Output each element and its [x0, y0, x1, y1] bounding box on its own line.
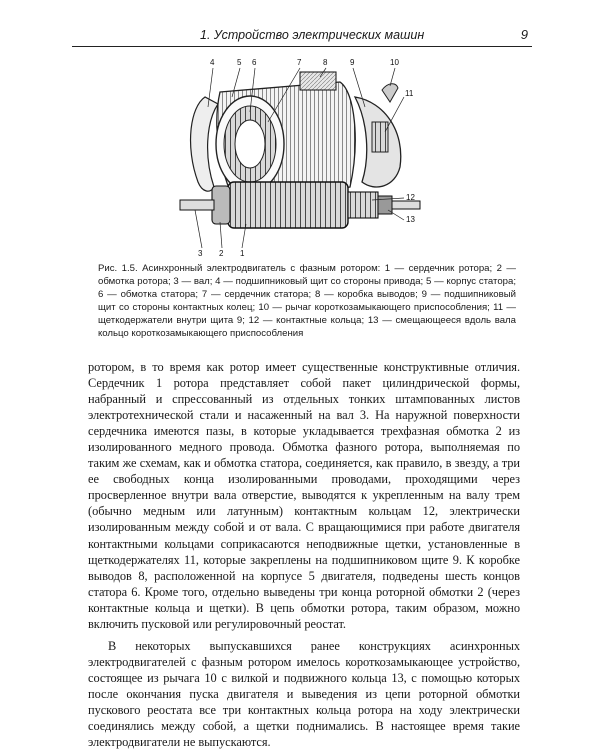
callout-2: 2 — [219, 249, 224, 257]
caption-label: Рис. 1.5. — [98, 263, 138, 274]
callout-7: 7 — [297, 58, 302, 67]
rotor-winding — [212, 186, 230, 224]
caption-text: Асинхронный электродвигатель с фазным ротором: 1 — сердечник ротора; 2 — обмотка ротора; 3 — вал; 4 — подшипниковый щит со стороны привода; 5 — корпус статора; 6 — обмотка статора; 7 — сердечник статора; 8 — коробка выводов; 9 — подшипниковый щит со стороны контактных колец; 10 — рычаг короткозамыкающего приспособления; 11 — щеткодержатели внутри щита 9; 12 — контактные кольца; 13 — смещающееся вдоль вала кольцо короткозамыкающего приспособления — [98, 263, 516, 340]
callout-6: 6 — [252, 58, 257, 67]
figure-motor-illustration — [150, 52, 450, 257]
motor-drawing — [150, 52, 450, 257]
chapter-title: 1. Устройство электрических машин — [200, 28, 425, 42]
callout-4: 4 — [210, 58, 215, 67]
shaft-end — [392, 201, 420, 209]
slip-rings — [348, 192, 378, 218]
terminal-box — [300, 72, 336, 90]
short-circuit-lever — [382, 84, 398, 102]
callout-11: 11 — [405, 89, 414, 98]
callout-1: 1 — [240, 249, 245, 257]
running-header — [72, 26, 532, 47]
callout-10: 10 — [390, 58, 399, 67]
drive-end-shield — [191, 97, 218, 191]
callout-13: 13 — [406, 215, 415, 224]
shaft — [180, 200, 214, 210]
callout-8: 8 — [323, 58, 328, 67]
rotor-core — [228, 182, 348, 228]
callout-9: 9 — [350, 58, 355, 67]
callout-12: 12 — [406, 193, 415, 202]
brush-holders — [372, 122, 388, 152]
stator-winding — [235, 120, 265, 168]
paragraph-1: ротором, в то время как ротор имеет существенные конструктивные отличия. Сердечник 1 ротора представляет собой пакет цилиндрической формы, набранный и спрессованный из отдельных тонких штампованных листов электротехнической стали и насаженный на вал 3. На наружной поверхности сердечника имеются пазы, в которые укладывается трехфазная обмотка 2 из изолированного медного провода. Обмотка фазного ротора, выполняемая по таким же схемам, как и обмотка статора, соединяется, как правило, в звезду, а три ее свободных конца изолированными проводами, проходящими через просверленное внутри вала отверстие, выводятся к укрепленным на валу трем (обычно медным или латунным) контактным кольцам 12, электрически изолированным между собой и от вала. С вращающимися при работе двигателя контактными кольцами соприкасаются неподвижные щетки, установленные в щеткодержателях 11, которые закреплены на подшипниковом щите 9. К коробке выводов 8, расположенной на корпусе 5 двигателя, подведены шесть концов статора 6. Кроме того, отдельно выведены три конца роторной обмотки 2 (через контактные кольца и щетки). В цепь обмотки ротора, таким образом, можно включить пусковой или регулировочный реостат. — [88, 360, 520, 631]
callout-3: 3 — [198, 249, 203, 257]
page-number: 9 — [520, 27, 528, 42]
callout-5: 5 — [237, 58, 242, 67]
paragraph-2: В некоторых выпускавшихся ранее конструкциях асинхронных электродвигателей с фазным ротором имелось короткозамыкающее устройство, состоящее из рычага 10 с вилкой и подвижного кольца 13, с помощью которых после окончания пуска двигателя и выведения из цепи роторной обмотки пускового реостата все три контактных кольца ротора на ходу электрически соединялись между собой, а щетки поднимались. В настоящее время такие электродвигатели не выпускаются. — [88, 638, 520, 750]
body-text — [88, 359, 520, 750]
figure-caption — [98, 262, 516, 341]
